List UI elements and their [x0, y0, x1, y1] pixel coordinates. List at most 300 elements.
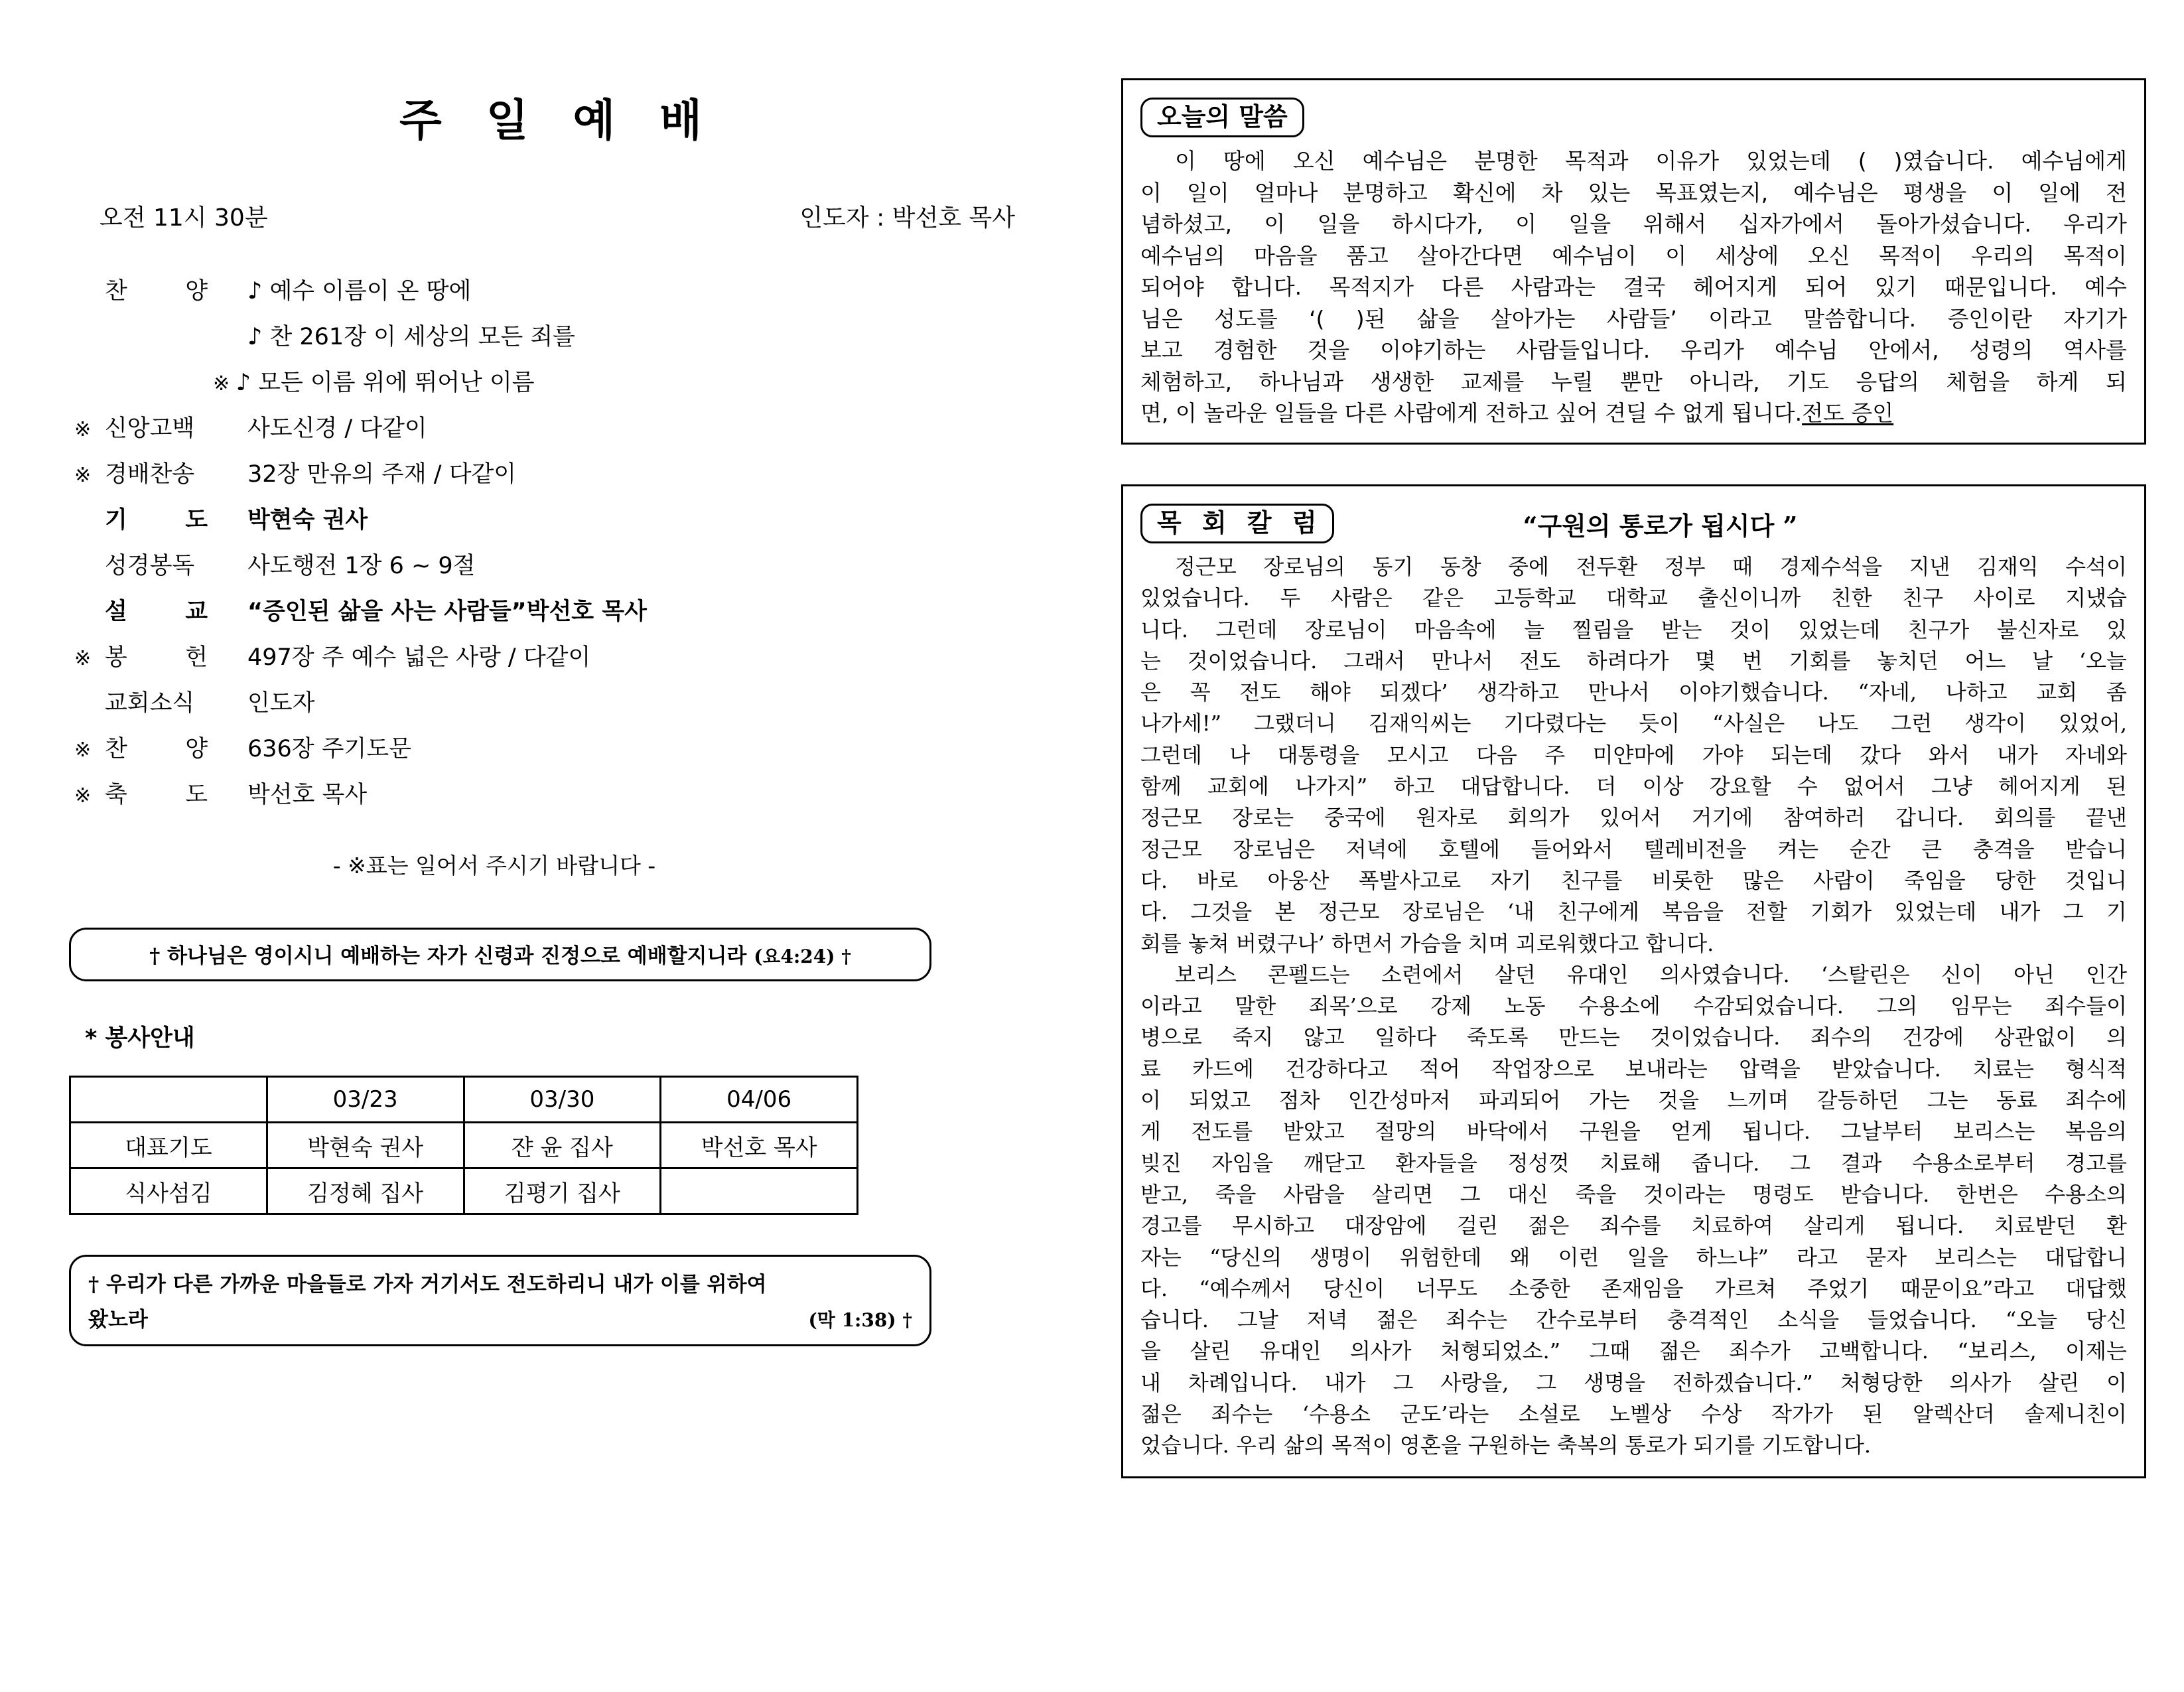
text-word: 일하다: [1375, 1024, 1437, 1050]
text-word: 작가가: [1771, 1401, 1833, 1427]
text-word: 내가: [1999, 899, 2041, 925]
text-word: 빚진: [1140, 1150, 1182, 1176]
text-line: 었습니다. 우리 삶의 목적이 영혼을 구원하는 축복의 통로가 되기를 기도합니다.: [1140, 1433, 1872, 1458]
todays-word-tag: 오늘의 말씀: [1140, 98, 1304, 137]
order-value: 박선호 목사: [247, 782, 368, 808]
text-word: 큰: [1921, 836, 1943, 862]
text-word: 그: [2063, 899, 2084, 925]
text-word: 되겠다’: [1379, 679, 1448, 705]
text-word: 목적이: [2063, 242, 2127, 269]
text-word: “사실은: [1712, 711, 1785, 737]
text-line: [1140, 1148, 2127, 1179]
text-word: 교회: [2036, 679, 2078, 705]
text-word: 한번은: [1956, 1181, 2018, 1207]
text-word: 것이라는: [1643, 1181, 1726, 1207]
order-value: 사도신경 / 다같이: [247, 415, 427, 442]
text-word: 죽을: [1575, 1181, 1617, 1207]
verse-top-text: † 하나님은 영이시니 예배하는 자가 신령과 진정으로 예배할지니라: [149, 944, 747, 968]
text-word: 없어서: [1843, 774, 1905, 800]
text-word: 친구를: [1560, 867, 1623, 893]
text-word: 살아가는: [1490, 305, 1576, 332]
text-word: 대답했: [2065, 1275, 2127, 1301]
text-word: 그래서: [1343, 648, 1405, 673]
text-word: 치료해: [1600, 1150, 1661, 1176]
text-word: 전도: [1519, 648, 1560, 673]
text-word: 불신자로: [1996, 616, 2079, 642]
text-word: 와서: [1928, 742, 1970, 768]
text-word: 료: [1140, 1056, 1161, 1082]
text-word: 압력을: [1739, 1056, 1801, 1082]
text-line: [1140, 397, 2127, 429]
text-word: 경고를: [2065, 1150, 2127, 1176]
right-column: [1121, 0, 2156, 1692]
text-word: 받았고: [1282, 1119, 1345, 1145]
duty-table-column-header: 04/06: [661, 1077, 858, 1123]
text-word: 자기가: [2063, 305, 2127, 332]
text-word: 내: [1140, 1370, 1161, 1395]
text-word: 사람은: [1330, 585, 1393, 611]
text-word: 이: [1992, 179, 2013, 206]
verse-bottom-text2: 왔노라: [88, 1308, 148, 1332]
text-word: 살리게: [1803, 1213, 1866, 1239]
text-word: 동기: [1372, 554, 1414, 579]
standing-mark: ※: [74, 647, 92, 670]
duty-row-label: 대표기도: [70, 1123, 267, 1168]
text-line: [1140, 366, 2127, 398]
order-value: 497장 주 예수 넓은 사랑 / 다같이: [247, 644, 591, 671]
order-value: 636장 주기도문: [247, 736, 411, 762]
text-word: 이라고: [1708, 305, 1772, 332]
text-word: 위험한데: [1399, 1244, 1482, 1270]
text-word: 친구: [1902, 585, 1944, 611]
text-word: 모시고: [1387, 742, 1449, 768]
text-word: 평생을: [1903, 179, 1967, 206]
text-word: 젊은: [1528, 1213, 1570, 1239]
text-word: 중에: [1508, 554, 1549, 579]
text-word: 출신이니까: [1698, 585, 1801, 611]
text-word: 교제를: [1460, 368, 1525, 395]
text-word: 건강하다고: [1285, 1056, 1388, 1082]
duty-table-column-header: 03/23: [267, 1077, 464, 1123]
text-line: [1140, 1399, 2127, 1430]
text-word: 장로는: [1232, 805, 1294, 831]
text-word: 일을: [1317, 211, 1360, 237]
text-word: 그: [1536, 1370, 1557, 1395]
text-word: 나도: [1817, 711, 1859, 737]
text-word: 이제는: [2065, 1338, 2127, 1364]
order-label: [105, 502, 247, 535]
text-word: 인간: [2086, 961, 2127, 987]
order-label-char: 헌: [185, 644, 208, 671]
text-word: 신이: [1941, 961, 1982, 987]
text-word: 것이었습니다.: [1187, 648, 1318, 673]
order-label-char: 찬: [105, 736, 127, 762]
text-word: 생명을: [1584, 1370, 1645, 1395]
order-value: 32장 만유의 주재 / 다같이: [247, 461, 517, 488]
text-word: 기회를: [1789, 648, 1851, 673]
text-word: 헤어지게: [1998, 774, 2081, 800]
text-word: 님은: [1140, 305, 1183, 332]
text-word: 그: [1393, 1370, 1414, 1395]
text-word: 중국에: [1324, 805, 1386, 831]
text-word: 이: [1140, 1088, 1161, 1113]
text-word: 꼭: [1190, 679, 1211, 705]
verse-box-bottom: [69, 1255, 931, 1346]
text-word: 이: [1264, 211, 1286, 237]
text-word: 임무는: [1950, 993, 2012, 1019]
order-row: [74, 639, 1101, 685]
text-word: 작업장으로: [1491, 1056, 1594, 1082]
text-word: 하고: [1393, 774, 1435, 800]
text-word: 수감되었습니다.: [1693, 993, 1844, 1019]
order-label: [105, 593, 247, 626]
text-word: 장로님은: [1233, 836, 1316, 862]
text-word: 이상: [1642, 774, 1684, 800]
text-word: 하려다가: [1586, 648, 1669, 673]
text-word: 해야: [1310, 679, 1351, 705]
text-word: 대신: [1507, 1181, 1548, 1207]
text-word: 기다렸다는: [1503, 711, 1607, 737]
text-word: 죽임을: [1903, 867, 1966, 893]
text-word: ‘오늘: [2079, 648, 2127, 673]
text-word: 예수님이: [1552, 242, 1637, 269]
text-word: 목적지가: [1329, 274, 1414, 300]
text-line: [1140, 177, 2127, 209]
text-word: 나하고: [1945, 679, 2008, 705]
text-word: 노동: [1504, 993, 1546, 1019]
text-word: 저녁에: [1345, 836, 1408, 862]
text-word: 소설로: [1518, 1401, 1580, 1427]
text-word: 정근모: [1140, 836, 1202, 862]
order-label-char: 축: [105, 782, 127, 808]
text-word: 다.: [1140, 899, 1168, 925]
text-word: 수: [1797, 774, 1818, 800]
verse-bottom-line2: [88, 1303, 912, 1332]
text-word: 의사가: [1349, 1338, 1412, 1364]
text-word: 기회가: [1810, 899, 1872, 925]
text-word: 나: [1229, 742, 1251, 768]
text-word: 그런데: [1215, 616, 1278, 642]
text-word: 장로님은: [1402, 899, 1485, 925]
text-line: [1140, 991, 2127, 1022]
text-word: 젊은: [1376, 1307, 1418, 1333]
order-label: [105, 776, 247, 810]
text-word: 아니라,: [1689, 368, 1760, 395]
text-word: 전하겠습니다.”: [1672, 1370, 1813, 1395]
text-line: [1140, 1242, 2127, 1273]
text-word: 동창: [1440, 554, 1481, 579]
text-word: 줍니다.: [1691, 1150, 1760, 1176]
text-word: 사람과는: [1511, 274, 1596, 300]
text-word: 합니다.: [1231, 274, 1302, 300]
text-word: 목적이: [1879, 242, 1943, 269]
text-word: 습니다.: [1140, 1307, 1209, 1333]
text-word: 되어야: [1140, 274, 1204, 300]
pastoral-column-tag-row: [1140, 501, 2127, 546]
text-word: 김재익씨는: [1368, 711, 1471, 737]
text-word: 증인이란: [1947, 305, 2032, 332]
text-word: 품고: [1346, 242, 1389, 269]
text-line: [1140, 334, 2127, 366]
order-row: [74, 364, 1101, 410]
text-word: 죽도록: [1466, 1024, 1529, 1050]
text-word: 예수님은: [1362, 148, 1448, 174]
text-word: 장로님의: [1263, 554, 1345, 579]
text-line: [1140, 1368, 2127, 1399]
verse-bottom-line1: [88, 1267, 912, 1297]
text-word: 차: [1541, 179, 1563, 206]
service-time: 오전 11시 30분: [100, 204, 268, 232]
text-word: 죄수는: [1446, 1307, 1508, 1333]
text-word: 건강에: [1902, 1024, 1964, 1050]
order-value: 박현숙 권사: [247, 507, 368, 533]
standing-mark: ※: [74, 418, 92, 441]
text-word: 말한: [1235, 993, 1276, 1019]
text-word: 무시하고: [1232, 1213, 1315, 1239]
text-word: 나가지”: [1295, 774, 1368, 800]
order-label-char: 양: [185, 278, 208, 305]
text-word: 않고: [1303, 1024, 1345, 1050]
text-word: ‘수용소: [1302, 1401, 1371, 1427]
text-word: 그날부터: [1840, 1119, 1923, 1145]
standing-note: - ※표는 일어서 주시기 바랍니다 -: [332, 853, 656, 879]
text-word: 그: [1460, 1181, 1481, 1207]
text-word: “보리스,: [1957, 1338, 2037, 1364]
text-word: 강요할: [1709, 774, 1771, 800]
text-word: 인간성마저: [1347, 1088, 1451, 1113]
text-word: 이: [1140, 179, 1162, 206]
text-word: 얼마나: [1254, 179, 1318, 206]
text-word: 호텔에: [1438, 836, 1500, 862]
text-word: 보리스는: [1935, 1244, 2017, 1270]
text-word: 군도’라는: [1400, 1401, 1489, 1427]
text-word: 당신이: [1323, 1275, 1385, 1301]
text-line: [1140, 896, 2127, 928]
text-word: 젊은: [1659, 1338, 1700, 1364]
verse-box-top: [69, 928, 931, 981]
text-word: 일을: [1568, 211, 1611, 237]
text-word: 절망의: [1375, 1119, 1437, 1145]
text-line: [1140, 1085, 2127, 1116]
text-word: 그냥: [1931, 774, 1972, 800]
verse-top-reference: (요4:24) †: [754, 946, 851, 967]
text-word: 전도: [1239, 679, 1281, 705]
text-word: 어느: [1964, 648, 2006, 673]
text-word: 갑니다.: [1895, 805, 1964, 831]
text-word: 이야기했습니다.: [1678, 679, 1829, 705]
text-word: 노벨상: [1609, 1401, 1672, 1427]
text-word: 주: [1544, 742, 1566, 768]
order-row: [74, 502, 1101, 547]
text-word: 깨닫고: [1303, 1150, 1365, 1176]
order-row: [74, 731, 1101, 776]
text-word: 아웅산: [1267, 867, 1330, 893]
text-word: 세상에: [1715, 242, 1779, 269]
text-word: “오늘: [2005, 1307, 2058, 1333]
text-word: 전: [2106, 179, 2127, 206]
text-word: 거기에: [1691, 805, 1753, 831]
text-word: 다.: [1140, 1275, 1168, 1301]
text-line: [1140, 771, 2127, 802]
text-word: 정근모: [1318, 899, 1380, 925]
text-word: 예수님의: [1140, 242, 1225, 269]
text-word: 이야기하는: [1380, 337, 1486, 363]
text-word: 죄수들이: [2045, 993, 2127, 1019]
text-word: 있었는데: [1746, 148, 1831, 174]
text-word: 켜는: [1777, 836, 1818, 862]
volunteer-heading: * 봉사안내: [85, 1025, 195, 1052]
text-word: 왜: [1509, 1244, 1531, 1270]
duty-table-header-row: [70, 1077, 858, 1123]
text-word: 그는: [1927, 1088, 1968, 1113]
service-meta: [0, 199, 1101, 233]
text-word: 환자들을: [1395, 1150, 1477, 1176]
duty-table-head: [70, 1077, 858, 1123]
pastoral-column-tag: 목 회 칼 럼: [1140, 504, 1334, 543]
text-word: 지냈습: [2065, 585, 2127, 611]
text-word: 묻자: [1866, 1244, 1907, 1270]
text-word: 이라고: [1140, 993, 1202, 1019]
text-word: 환: [2106, 1213, 2127, 1239]
text-word: 전두환: [1576, 554, 1638, 579]
text-word: 치료는: [1972, 1056, 2034, 1082]
text-line: [1140, 145, 2127, 177]
pastoral-column-panel: [1121, 484, 2146, 1478]
text-word: 때문이요”라고: [1900, 1275, 2035, 1301]
text-line: [1140, 1179, 2127, 1210]
table-row: [70, 1168, 858, 1214]
text-word: 명령도: [1752, 1181, 1814, 1207]
order-value: “증인된 삶을 사는 사람들”박선호 목사: [247, 599, 647, 625]
order-label: 경배찬송: [105, 461, 195, 488]
text-word: 수용소의: [2045, 1181, 2127, 1207]
text-word: 전할: [1746, 899, 1788, 925]
duty-table-body: [70, 1123, 858, 1214]
text-word: 콘펠드는: [1268, 961, 1350, 987]
text-word: 이: [1665, 242, 1687, 269]
order-label: 신앙고백: [105, 415, 195, 442]
text-word: (: [1858, 148, 1867, 174]
order-row: [74, 593, 1101, 639]
duty-table-column-header: [70, 1077, 267, 1123]
text-word: 나가세!”: [1140, 711, 1221, 737]
text-word: 보고: [1140, 337, 1183, 363]
text-word: 사람들입니다.: [1516, 337, 1651, 363]
text-word: 친구가: [1907, 616, 1970, 642]
text-word: 역사를: [2063, 337, 2127, 363]
text-word: 하나님과: [1259, 368, 1344, 395]
text-word: 좀: [2106, 679, 2127, 705]
text-word: 당신: [2086, 1307, 2127, 1333]
text-word: 그런데: [1140, 742, 1202, 768]
text-word: “예수께서: [1199, 1275, 1292, 1301]
text-word: 하느냐”: [1696, 1244, 1769, 1270]
order-value: 사도행전 1장 6 ~ 9절: [247, 553, 476, 579]
text-line: [1140, 1304, 2127, 1336]
text-word: 그랬더니: [1254, 711, 1336, 737]
text-word: 예수: [2084, 274, 2127, 300]
pastoral-column-body: [1140, 551, 2127, 1462]
text-word: 결과: [1840, 1150, 1882, 1176]
underlined-keywords: 전도 증인: [1802, 400, 1894, 426]
text-word: 경험한: [1213, 337, 1277, 363]
text-line: [1140, 1116, 2127, 1147]
text-word: 념하셨고,: [1140, 211, 1233, 237]
order-label: [105, 639, 247, 672]
duty-cell: 쟌 윤 집사: [464, 1123, 661, 1168]
text-word: 다.: [1140, 867, 1168, 893]
text-word: )였습니다.: [1893, 148, 1994, 174]
text-word: 삶을: [1416, 305, 1460, 332]
text-line: [1140, 1336, 2127, 1367]
text-word: 뿐만: [1620, 368, 1663, 395]
text-line: [1140, 614, 2127, 646]
text-word: 체험을: [1946, 368, 2010, 395]
text-line: [1140, 240, 2127, 272]
text-word: 형식적: [2065, 1056, 2127, 1082]
text-word: 폭발사고로: [1358, 867, 1462, 893]
text-word: 같은: [1422, 585, 1464, 611]
text-word: 우리가: [1680, 337, 1744, 363]
text-word: 것입니: [2065, 867, 2127, 893]
text-word: 정근모: [1140, 805, 1202, 831]
text-word: 말씀합니다.: [1803, 305, 1917, 332]
text-word: 것을: [1307, 337, 1350, 363]
text-word: 지낸: [1909, 554, 1950, 579]
text-word: 복음의: [2065, 1119, 2127, 1145]
text-word: 찔림을: [1572, 616, 1634, 642]
order-value: ※ ♪ 모든 이름 위에 뛰어난 이름: [213, 370, 535, 396]
text-word: 몇: [1695, 648, 1716, 673]
text-word: 니다.: [1140, 616, 1188, 642]
text-word: 친구에게: [1557, 899, 1639, 925]
text-word: 우리가: [2063, 211, 2127, 237]
text-word: 경제수석을: [1779, 554, 1883, 579]
verse-bottom-text1: † 우리가 다른 가까운 마을들로 가자 거기서도 전도하리니 내가 이를 위하여: [88, 1273, 767, 1297]
duty-cell: 박현숙 권사: [267, 1123, 464, 1168]
text-word: 소련에서: [1381, 961, 1464, 987]
text-word: 죽을: [1215, 1181, 1257, 1207]
text-line: [1140, 551, 2127, 583]
text-word: 헤어지게: [1692, 274, 1778, 300]
text-word: 많은: [1742, 867, 1784, 893]
text-word: 다른: [1441, 274, 1484, 300]
text-word: 일이: [1186, 179, 1229, 206]
text-word: 정근모: [1175, 554, 1237, 579]
text-word: 충격을: [1972, 836, 2035, 862]
text-word: 아닌: [2013, 961, 2055, 987]
text-word: 비롯한: [1651, 867, 1714, 893]
order-label-char: 교: [185, 599, 208, 625]
text-word: 있: [2106, 616, 2127, 642]
text-word: 당한: [1995, 867, 2036, 893]
text-word: 소식을: [1777, 1307, 1840, 1333]
text-word: 병으로: [1140, 1024, 1202, 1050]
text-word: 사랑을,: [1440, 1370, 1509, 1395]
text-word: 죄수가: [1729, 1338, 1791, 1364]
text-word: 됩니다.: [1742, 1119, 1810, 1145]
text-word: 오신: [1292, 148, 1335, 174]
text-word: 죄수는: [1211, 1401, 1273, 1427]
text-word: 그날: [1237, 1307, 1278, 1333]
text-word: 안에서,: [1868, 337, 1939, 363]
text-word: 응답의: [1856, 368, 1919, 395]
text-word: 누릴: [1550, 368, 1594, 395]
duty-cell: 김정혜 집사: [267, 1168, 464, 1214]
text-word: 분명하고: [1343, 179, 1428, 206]
text-word: ‘(: [1309, 305, 1325, 332]
text-word: 미얀마에: [1592, 742, 1675, 768]
